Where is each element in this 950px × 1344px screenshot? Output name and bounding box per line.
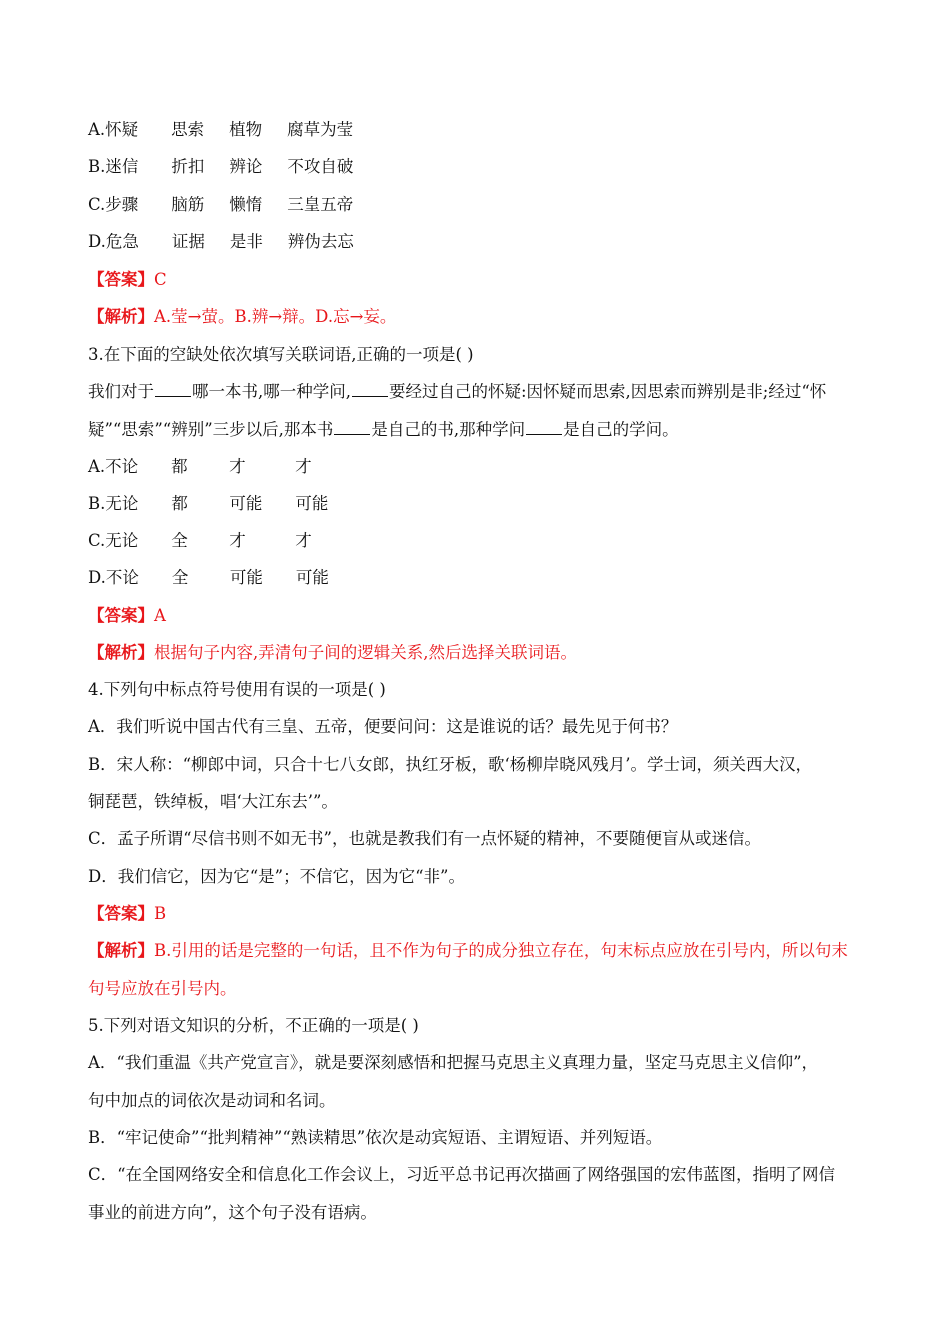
answer-value: A — [154, 606, 166, 625]
q4-option-d: D．我们信它，因为它“是”；不信它，因为它“非”。 — [88, 867, 465, 886]
option-letter: A. — [88, 120, 106, 139]
option-letter: D. — [88, 568, 106, 587]
analysis-tag: 【解析】 — [88, 941, 154, 960]
option-word: 辨论 — [229, 157, 263, 176]
option-word: 不论 — [105, 568, 139, 587]
fill-blank-3 — [334, 420, 370, 435]
option-word: 可能 — [229, 494, 263, 513]
option-word: 辨伪去忘 — [287, 232, 354, 251]
option-word: 无论 — [105, 494, 139, 513]
q4-analysis-line1 — [88, 941, 858, 961]
option-word: 三皇五帝 — [287, 195, 354, 214]
fill-blank-1 — [155, 382, 191, 397]
analysis-tag: 【解析】 — [88, 307, 154, 326]
option-word: 懒惰 — [229, 195, 263, 214]
q5-option-a-line2: 句中加点的词依次是动词和名词。 — [88, 1091, 336, 1110]
option-word: 可能 — [295, 568, 329, 587]
q5-option-a-line1: A．“我们重温《共产党宣言》，就是要深刻感悟和把握马克思主义真理力量，坚定马克思主义信仰”， — [88, 1053, 819, 1072]
q5-option-c-line1: C．“在全国网络安全和信息化工作会议上，习近平总书记再次描画了网络强国的宏伟蓝图，指明了网信 — [88, 1165, 836, 1184]
option-word: 危急 — [105, 232, 139, 251]
option-word: 脑筋 — [171, 195, 205, 214]
answer-value: C — [154, 270, 167, 289]
q2-option-a — [88, 120, 858, 140]
fill-blank-2 — [352, 382, 388, 397]
q2-option-b — [88, 157, 858, 177]
q3-option-b — [88, 494, 858, 514]
q5-option-b: B．“牢记使命”“批判精神”“熟读精思”依次是动宾短语、主谓短语、并列短语。 — [88, 1128, 663, 1147]
q3-passage-line2 — [88, 420, 858, 440]
option-word: 怀疑 — [105, 120, 139, 139]
fill-blank-4 — [526, 420, 562, 435]
q4-analysis-line2: 句号应放在引号内。 — [88, 979, 237, 998]
passage-text: 要经过自己的怀疑:因怀疑而思索,因思索而辨别是非;经过“怀 — [389, 382, 827, 401]
answer-tag: 【答案】 — [88, 904, 154, 923]
analysis-text: A.莹→萤。B.辨→辩。D.忘→妄。 — [154, 307, 397, 326]
analysis-tag: 【解析】 — [88, 643, 154, 662]
answer-tag: 【答案】 — [88, 270, 154, 289]
option-word: 才 — [295, 457, 312, 476]
q3-option-a — [88, 457, 858, 477]
option-word: 才 — [229, 531, 246, 550]
option-word: 才 — [295, 531, 312, 550]
option-word: 都 — [171, 494, 188, 513]
option-word: 可能 — [295, 494, 329, 513]
passage-text: 是自己的书,那种学问 — [371, 420, 526, 439]
option-word: 无论 — [105, 531, 139, 550]
q2-answer — [88, 270, 858, 290]
q5-stem: 5.下列对语文知识的分析，不正确的一项是( ) — [88, 1016, 419, 1035]
analysis-text: B.引用的话是完整的一句话，且不作为句子的成分独立存在，句末标点应放在引号内，所以句末 — [154, 941, 848, 960]
q4-option-b-line1: B．宋人称：“柳郎中词，只合十七八女郎，执红牙板，歌‘杨柳岸晓风残月’。学士词，须关西大汉， — [88, 755, 813, 774]
option-word: 折扣 — [171, 157, 205, 176]
option-word: 不攻自破 — [287, 157, 354, 176]
option-letter: A. — [88, 457, 106, 476]
option-word: 不论 — [105, 457, 139, 476]
analysis-text: 根据句子内容,弄清句子间的逻辑关系,然后选择关联词语。 — [154, 643, 577, 662]
option-word: 植物 — [229, 120, 263, 139]
answer-tag: 【答案】 — [88, 606, 154, 625]
option-word: 可能 — [229, 568, 263, 587]
option-letter: C. — [88, 531, 106, 550]
option-word: 思索 — [171, 120, 205, 139]
option-word: 是非 — [229, 232, 263, 251]
option-letter: B. — [88, 494, 106, 513]
option-word: 全 — [171, 568, 189, 587]
q2-option-d — [88, 232, 858, 252]
option-word: 才 — [229, 457, 246, 476]
q4-option-c: C．孟子所谓“尽信书则不如无书”，也就是教我们有一点怀疑的精神，不要随便盲从或迷信。 — [88, 829, 761, 848]
q3-option-d — [88, 568, 858, 588]
option-word: 全 — [171, 531, 188, 550]
passage-text: 是自己的学问。 — [563, 420, 679, 439]
option-word: 步骤 — [105, 195, 139, 214]
option-letter: B. — [88, 157, 106, 176]
q4-option-a: A．我们听说中国古代有三皇、五帝，便要问问：这是谁说的话？最先见于何书？ — [88, 717, 678, 736]
q2-option-c — [88, 195, 858, 215]
q3-passage-line1 — [88, 382, 858, 402]
q2-analysis — [88, 307, 858, 327]
passage-text: 哪一本书,哪一种学问, — [192, 382, 351, 401]
option-letter: C. — [88, 195, 106, 214]
option-word: 腐草为莹 — [287, 120, 354, 139]
passage-text: 我们对于 — [88, 382, 154, 401]
answer-value: B — [154, 904, 167, 923]
q5-option-c-line2: 事业的前进方向”，这个句子没有语病。 — [88, 1203, 377, 1222]
option-word: 迷信 — [105, 157, 139, 176]
q3-analysis — [88, 643, 858, 663]
option-word: 证据 — [171, 232, 205, 251]
passage-text: 疑”“思索”“辨别”三步以后,那本书 — [88, 420, 334, 439]
q4-stem: 4.下列句中标点符号使用有误的一项是( ) — [88, 680, 386, 699]
option-letter: D. — [88, 232, 106, 251]
q4-option-b-line2: 铜琵琶，铁绰板，唱‘大江东去’”。 — [88, 792, 338, 811]
option-word: 都 — [171, 457, 188, 476]
q3-answer — [88, 606, 858, 626]
q3-option-c — [88, 531, 858, 551]
q3-stem: 3.在下面的空缺处依次填写关联词语,正确的一项是( ) — [88, 345, 474, 364]
q4-answer — [88, 904, 858, 924]
